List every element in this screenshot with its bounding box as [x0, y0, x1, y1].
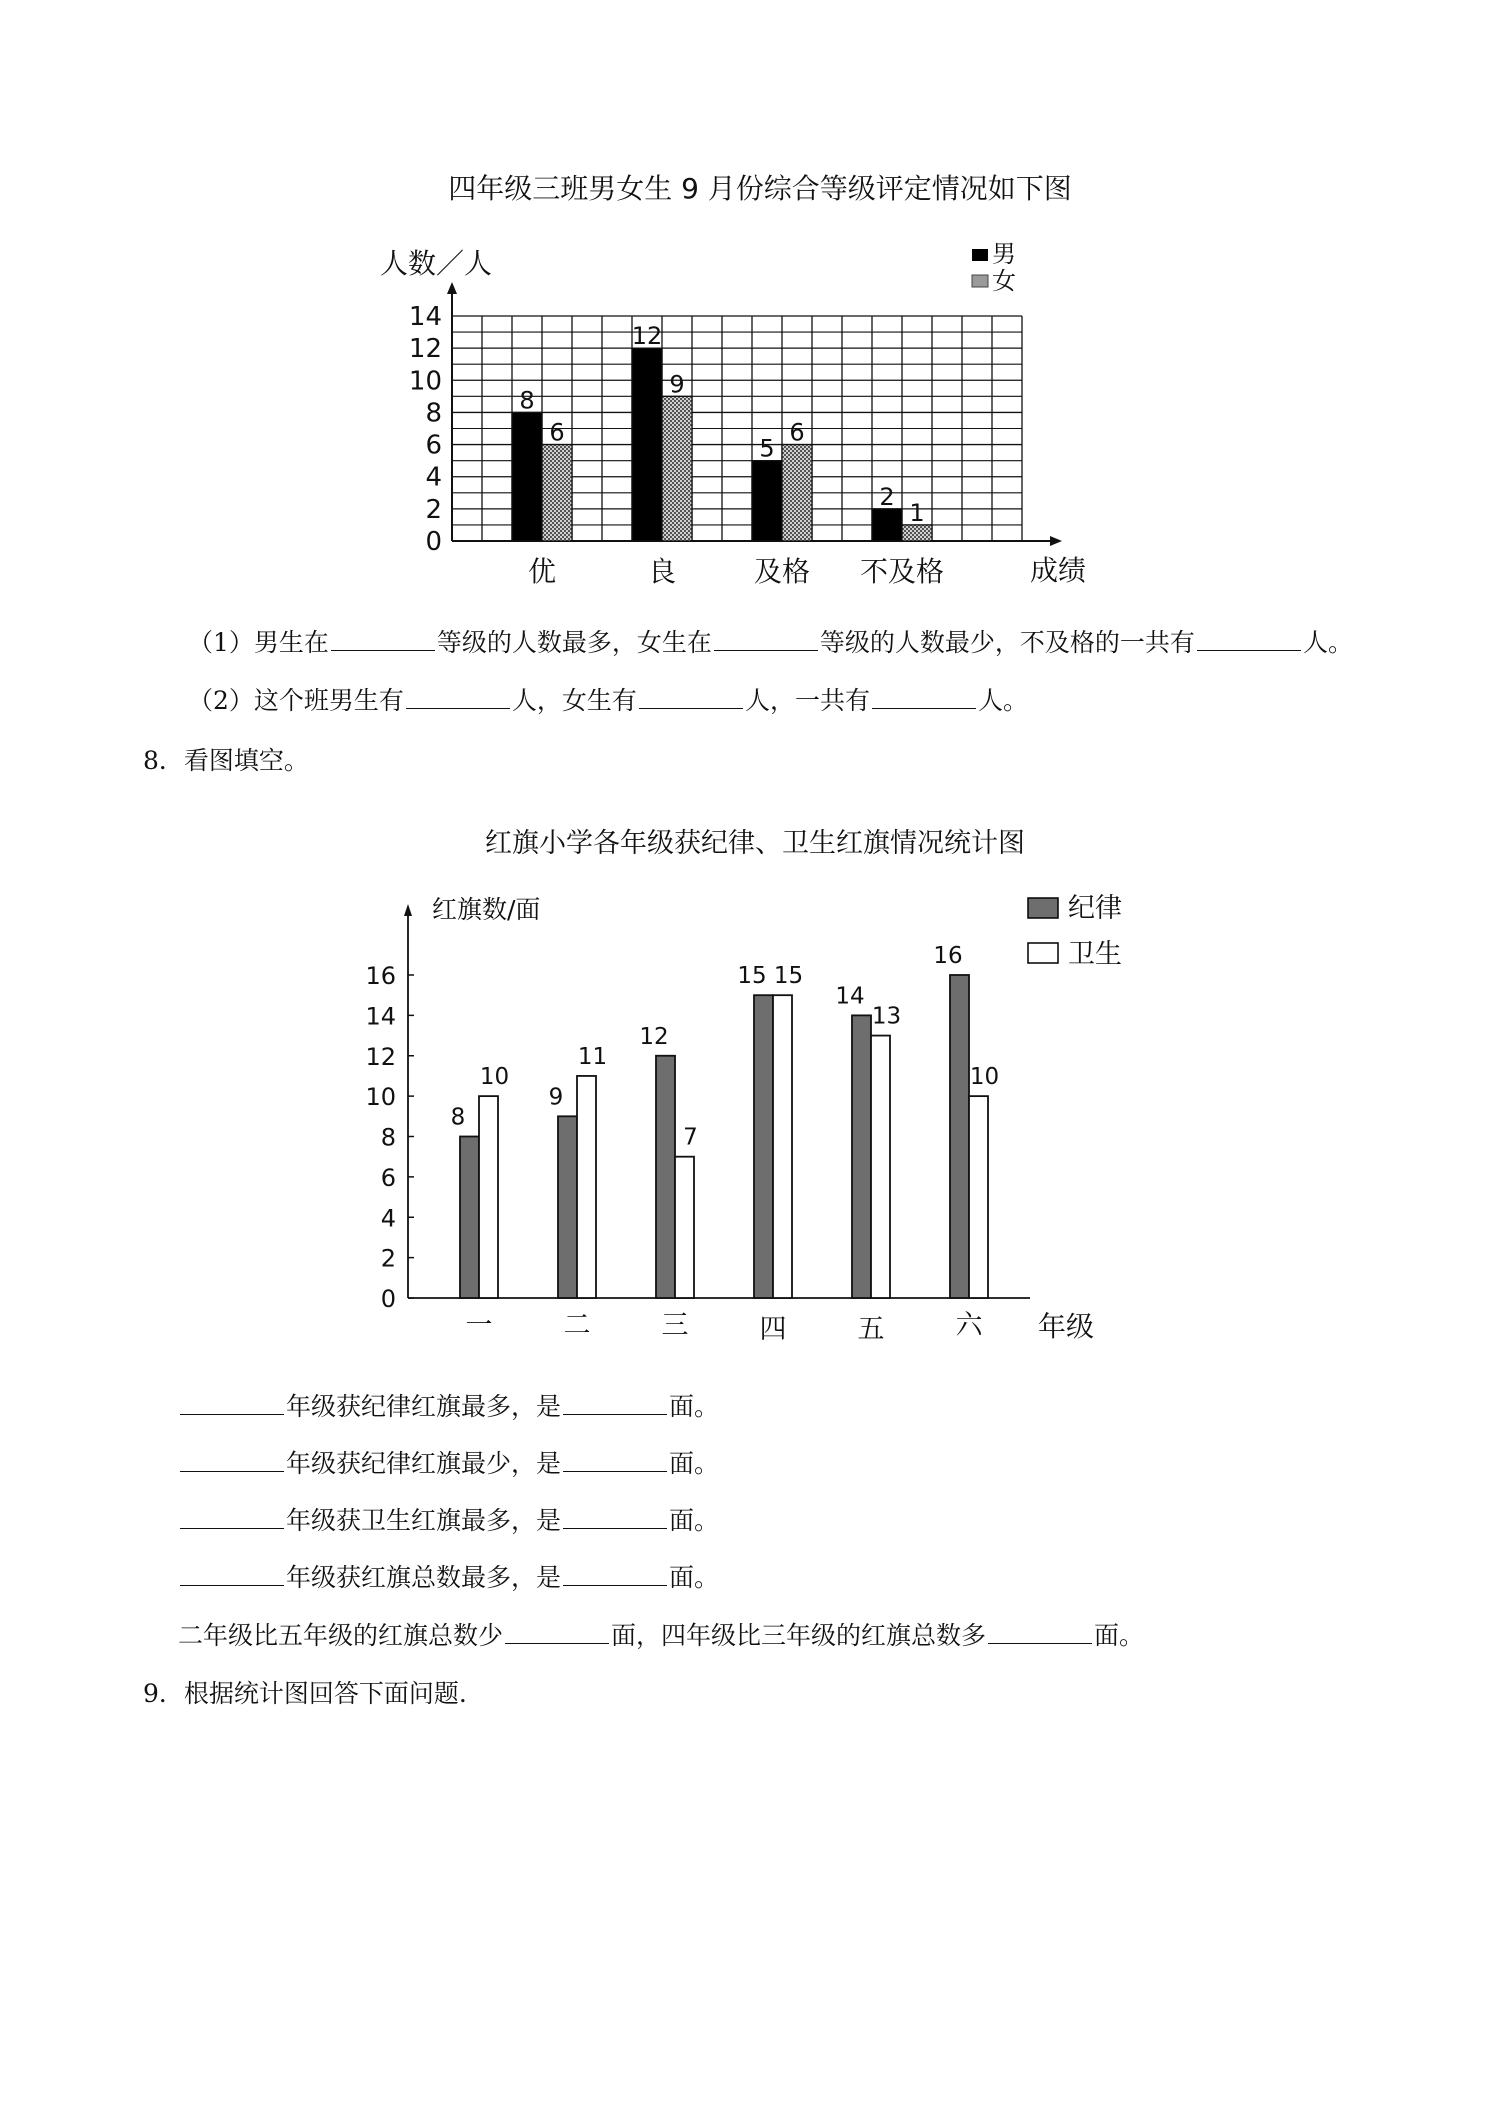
- q7-blank-2[interactable]: [714, 626, 818, 651]
- q7-blank-3[interactable]: [1197, 626, 1301, 651]
- chart2-bar-hygiene: [773, 995, 792, 1298]
- chart1-y-tick-label: 14: [408, 302, 442, 332]
- chart2-y-tick-label: 10: [365, 1083, 396, 1112]
- chart1-x-arrow: [1050, 536, 1062, 546]
- chart2-bar-discipline: [754, 995, 773, 1298]
- q7-part1-text-a: （1）男生在: [188, 628, 329, 657]
- chart2-bar-hygiene: [479, 1096, 498, 1298]
- chart1-bar-value-label: 5: [759, 434, 775, 463]
- chart2-bars: [460, 975, 988, 1298]
- q8-number: 8．: [143, 746, 184, 775]
- chart1-bar-boys: [872, 509, 902, 541]
- chart2-bar-value-label: 10: [969, 1064, 1000, 1091]
- chart1-y-tick-label: 2: [425, 494, 442, 525]
- chart2-y-tick-label: 0: [380, 1285, 396, 1313]
- chart2-bar-hygiene: [871, 1036, 890, 1298]
- chart2-y-tick-label: 2: [380, 1244, 396, 1273]
- chart1-ylabel: 人数／人: [380, 247, 493, 280]
- q8-blank-1a[interactable]: [180, 1390, 284, 1415]
- chart2-bar-discipline: [950, 975, 969, 1298]
- q8-blank-4b[interactable]: [563, 1561, 667, 1586]
- q7-part1: [188, 626, 1353, 660]
- chart2-x-tick-label: 一: [465, 1310, 493, 1341]
- q8-blank-2b[interactable]: [563, 1447, 667, 1472]
- q8-line-5-end: 面。: [1094, 1621, 1145, 1650]
- chart1-y-tick-label: 4: [425, 462, 442, 493]
- q8-line-1: [178, 1390, 719, 1424]
- legend-label-girls: 女: [992, 267, 1016, 295]
- legend-label-hygiene: 卫生: [1068, 939, 1122, 970]
- chart2-bar-value-label: 14: [835, 983, 865, 1010]
- chart1-xlabel: 成绩: [1030, 554, 1087, 587]
- chart2-y-tick-label: 14: [365, 1002, 396, 1031]
- q7-part2-text-d: 人。: [977, 686, 1028, 715]
- chart1-x-tick-label: 及格: [753, 555, 811, 588]
- chart2-bar-value-label: 15: [737, 963, 767, 990]
- chart2-bar-value-label: 12: [639, 1023, 669, 1050]
- chart1-bar-value-label: 12: [631, 322, 663, 351]
- chart1-y-tick-label: 12: [408, 334, 442, 365]
- chart2-x-tick-label: 五: [857, 1314, 885, 1345]
- chart1-bar-boys: [752, 461, 782, 541]
- chart2-ylabel: 红旗数/面: [432, 895, 541, 924]
- chart2-bar-value-label: 9: [548, 1084, 564, 1111]
- chart1-title: 四年级三班男女生 9 月份综合等级评定情况如下图: [448, 172, 1072, 205]
- q8-heading: [143, 744, 309, 778]
- chart2-bar-hygiene: [969, 1096, 988, 1298]
- q8-blank-5a[interactable]: [505, 1619, 609, 1644]
- chart1-bar-value-label: 9: [669, 370, 685, 399]
- q8-line-5-text-a: 二年级比五年级的红旗总数少: [178, 1621, 504, 1650]
- chart1-x-tick-label: 优: [527, 555, 557, 588]
- q8-line-4-text: 年级获红旗总数最多，是: [286, 1563, 562, 1592]
- q7-part2-text-c: 人，一共有: [744, 686, 870, 715]
- q8-line-5: [178, 1619, 1144, 1653]
- chart2-x-tick-label: 六: [955, 1310, 983, 1341]
- chart1-y-arrow: [447, 282, 457, 294]
- chart2-y-ticks: [365, 962, 414, 1313]
- q8-blank-1b[interactable]: [563, 1390, 667, 1415]
- chart2-x-ticks: [466, 1310, 984, 1345]
- red-flag-chart: [365, 808, 1130, 1358]
- chart1-bar-girls: [662, 396, 692, 541]
- q8-blank-5b[interactable]: [988, 1619, 1092, 1644]
- chart2-bar-discipline: [558, 1116, 577, 1298]
- chart1-x-tick-label: 良: [647, 555, 677, 588]
- q8-line-3-text: 年级获卫生红旗最多，是: [286, 1506, 562, 1535]
- q7-part1-text-d: 人。: [1302, 628, 1353, 657]
- chart1-bar-girls: [902, 525, 932, 541]
- q8-line-4-end: 面。: [669, 1563, 720, 1592]
- chart2-bar-discipline: [656, 1056, 675, 1298]
- q8-blank-3b[interactable]: [563, 1504, 667, 1529]
- legend-label-boys: 男: [992, 240, 1016, 268]
- chart1-y-tick-label: 0: [425, 527, 442, 557]
- chart1-bar-boys: [632, 348, 662, 541]
- chart1-x-tick-label: 不及格: [859, 555, 945, 588]
- chart2-bar-discipline: [852, 1015, 871, 1298]
- q8-blank-4a[interactable]: [180, 1561, 284, 1586]
- chart2-bar-value-label: 13: [871, 1003, 902, 1030]
- q9-number: 9．: [143, 1679, 184, 1708]
- chart1-y-tick-label: 8: [425, 398, 442, 429]
- chart2-x-tick-label: 三: [661, 1310, 689, 1341]
- q7-part1-text-c: 等级的人数最少，不及格的一共有: [819, 628, 1195, 657]
- chart2-y-tick-label: 4: [380, 1204, 396, 1233]
- q8-line-1-text: 年级获纪律红旗最多，是: [286, 1392, 562, 1421]
- q9-text: 根据统计图回答下面问题.: [183, 1679, 467, 1708]
- q7-part1-text-b: 等级的人数最多，女生在: [436, 628, 712, 657]
- chart2-bar-discipline: [460, 1137, 479, 1299]
- q8-line-2: [178, 1447, 719, 1481]
- legend-swatch-girls: [972, 275, 988, 287]
- chart1-bar-value-label: 1: [909, 498, 925, 527]
- chart1-y-tick-label: 10: [408, 366, 442, 397]
- q7-part2: [188, 684, 1028, 718]
- q7-part2-text-a: （2）这个班男生有: [188, 686, 404, 715]
- q8-line-2-end: 面。: [669, 1449, 720, 1478]
- chart2-bar-value-label: 15: [773, 963, 804, 990]
- q7-blank-4[interactable]: [406, 684, 510, 709]
- q8-blank-3a[interactable]: [180, 1504, 284, 1529]
- q8-line-5-text-b: 面，四年级比三年级的红旗总数多: [611, 1621, 987, 1650]
- q7-part2-text-b: 人，女生有: [511, 686, 637, 715]
- q7-blank-5[interactable]: [639, 684, 743, 709]
- grade-evaluation-chart: [360, 158, 1120, 603]
- chart2-x-tick-label: 四: [759, 1314, 787, 1345]
- legend-swatch-hygiene: [1028, 943, 1058, 963]
- chart1-bar-value-label: 6: [549, 418, 565, 447]
- chart1-x-ticks: [528, 555, 944, 588]
- chart2-y-tick-label: 12: [365, 1042, 396, 1071]
- chart1-bar-girls: [782, 445, 812, 541]
- chart1-bar-value-label: 2: [879, 482, 895, 511]
- chart2-bar-hygiene: [675, 1157, 694, 1298]
- q8-line-3-end: 面。: [669, 1506, 720, 1535]
- chart2-x-tick-label: 二: [563, 1310, 591, 1341]
- q8-line-2-text: 年级获纪律红旗最少，是: [286, 1449, 562, 1478]
- chart1-bar-boys: [512, 412, 542, 541]
- q8-line-3: [178, 1504, 719, 1538]
- chart2-xlabel: 年级: [1038, 1310, 1095, 1343]
- chart2-bar-value-label: 11: [577, 1043, 608, 1070]
- chart2-y-tick-label: 8: [380, 1123, 396, 1152]
- q8-line-1-end: 面。: [669, 1392, 720, 1421]
- q8-blank-2a[interactable]: [180, 1447, 284, 1472]
- legend-swatch-boys: [972, 249, 988, 261]
- legend-label-discipline: 纪律: [1068, 893, 1122, 924]
- chart1-bar-girls: [542, 445, 572, 541]
- chart2-title: 红旗小学各年级获纪律、卫生红旗情况统计图: [485, 828, 1025, 859]
- legend-swatch-discipline: [1028, 898, 1058, 918]
- chart2-y-arrow: [404, 904, 412, 916]
- chart2-bar-value-label: 10: [479, 1064, 510, 1091]
- chart1-bar-value-label: 6: [789, 418, 805, 447]
- chart2-bar-hygiene: [577, 1076, 596, 1298]
- chart2-legend: [1028, 893, 1122, 970]
- q7-blank-6[interactable]: [872, 684, 976, 709]
- q8-line-4: [178, 1561, 719, 1595]
- q7-blank-1[interactable]: [331, 626, 435, 651]
- q8-text: 看图填空。: [183, 746, 309, 775]
- chart1-y-tick-label: 6: [425, 430, 442, 461]
- chart1-legend: [972, 240, 1016, 295]
- chart2-bar-value-label: 8: [450, 1104, 466, 1131]
- chart2-bar-value-label: 7: [683, 1124, 698, 1151]
- chart2-bar-value-label: 16: [933, 943, 963, 969]
- q9-heading: [143, 1677, 467, 1711]
- chart2-y-tick-label: 6: [380, 1163, 396, 1192]
- chart1-bar-value-label: 8: [519, 386, 535, 415]
- chart2-data-labels: [451, 943, 999, 1151]
- chart2-y-tick-label: 16: [365, 962, 396, 990]
- chart1-y-ticks: [409, 302, 442, 557]
